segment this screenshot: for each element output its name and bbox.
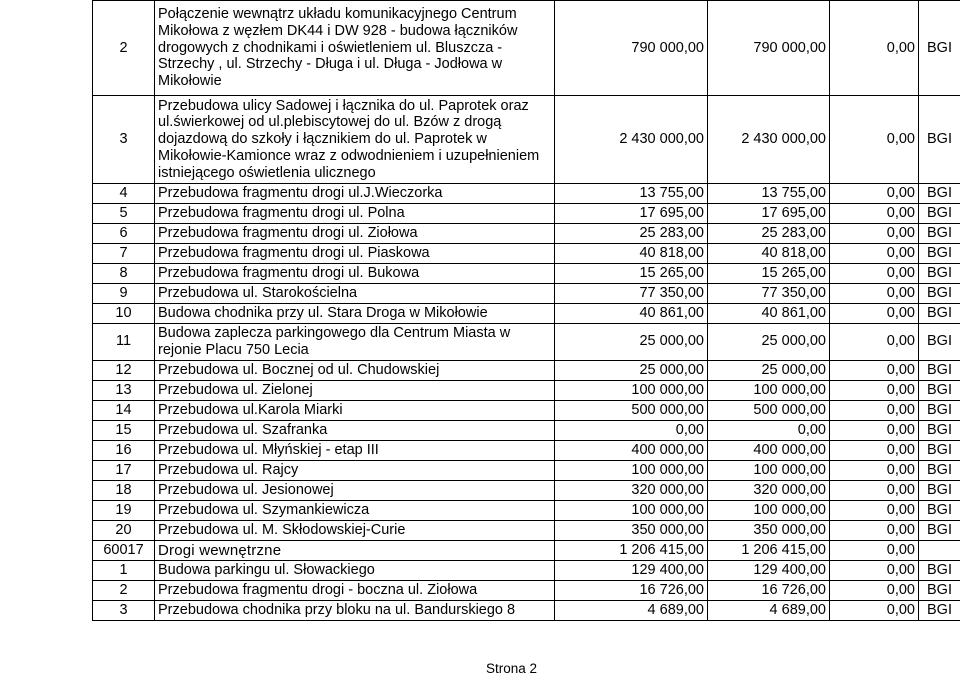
amount-cell: 16 726,00: [708, 580, 830, 600]
table-row: [93, 204, 960, 224]
amount-cell: 350 000,00: [555, 520, 708, 540]
unit-code-cell: BGI: [919, 204, 960, 224]
task-name-cell: Przebudowa ul. Rajcy: [155, 460, 555, 480]
row-number-cell: 3: [93, 600, 155, 620]
amount-cell: 40 818,00: [708, 244, 830, 264]
table-row: [93, 244, 960, 264]
row-number-cell: 16: [93, 440, 155, 460]
amount-cell: 4 689,00: [555, 600, 708, 620]
table-row: [93, 400, 960, 420]
table-row: [93, 284, 960, 304]
amount-cell: 500 000,00: [555, 400, 708, 420]
amount-cell: 320 000,00: [555, 480, 708, 500]
amount-cell: 100 000,00: [708, 380, 830, 400]
table-row: [93, 580, 960, 600]
row-number-cell: 9: [93, 284, 155, 304]
row-number-cell: 1: [93, 560, 155, 580]
unit-code-cell: BGI: [919, 480, 960, 500]
row-number-cell: 11: [93, 324, 155, 361]
unit-code-cell: BGI: [919, 1, 960, 96]
task-name-cell: Przebudowa ulicy Sadowej i łącznika do ul. Paprotek oraz ul.świerkowej od ul.plebiscytowej do ul. Bzów z drogą dojazdową do szkoły i łącznikiem do ul. Paprotek w Mikołowie-Kamionce wraz z odwodnieniem i uzupełnieniem istniejącego oświetlenia ulicznego: [155, 96, 555, 184]
task-name-cell: Przebudowa fragmentu drogi ul. Bukowa: [155, 264, 555, 284]
task-name-cell: Przebudowa ul. Bocznej od ul. Chudowskiej: [155, 360, 555, 380]
unit-code-cell: BGI: [919, 360, 960, 380]
amount-cell: 0,00: [830, 204, 919, 224]
amount-cell: 129 400,00: [708, 560, 830, 580]
row-number-cell: 15: [93, 420, 155, 440]
row-number-cell: 6: [93, 224, 155, 244]
unit-code-cell: BGI: [919, 500, 960, 520]
amount-cell: 0,00: [830, 264, 919, 284]
unit-code-cell: BGI: [919, 304, 960, 324]
row-number-cell: 3: [93, 96, 155, 184]
table-row: [93, 380, 960, 400]
task-name-cell: Połączenie wewnątrz układu komunikacyjnego Centrum Mikołowa z węzłem DK44 i DW 928 - budowa łączników drogowych z chodnikami i oświetleniem ul. Bluszcza - Strzechy , ul. Strzechy - Długa i ul. Długa - Jodłowa w Mikołowie: [155, 1, 555, 96]
amount-cell: 0,00: [830, 284, 919, 304]
task-name-cell: Przebudowa ul. Jesionowej: [155, 480, 555, 500]
row-number-cell: 17: [93, 460, 155, 480]
task-name-cell: Przebudowa fragmentu drogi ul.J.Wieczorka: [155, 184, 555, 204]
amount-cell: 77 350,00: [555, 284, 708, 304]
amount-cell: 0,00: [830, 500, 919, 520]
amount-cell: 25 000,00: [555, 324, 708, 361]
unit-code-cell: BGI: [919, 224, 960, 244]
amount-cell: 0,00: [830, 380, 919, 400]
budget-table: [92, 0, 960, 621]
table-row: [93, 500, 960, 520]
amount-cell: 0,00: [830, 580, 919, 600]
task-name-cell: Budowa zaplecza parkingowego dla Centrum Miasta w rejonie Placu 750 Lecia: [155, 324, 555, 361]
amount-cell: 1 206 415,00: [708, 540, 830, 560]
unit-code-cell: BGI: [919, 580, 960, 600]
unit-code-cell: BGI: [919, 324, 960, 361]
table-row: [93, 1, 960, 96]
row-number-cell: 8: [93, 264, 155, 284]
amount-cell: 25 000,00: [555, 360, 708, 380]
unit-code-cell: BGI: [919, 264, 960, 284]
amount-cell: 13 755,00: [708, 184, 830, 204]
amount-cell: 25 283,00: [555, 224, 708, 244]
unit-code-cell: BGI: [919, 244, 960, 264]
task-name-cell: Przebudowa ul. Starokościelna: [155, 284, 555, 304]
task-name-cell: Przebudowa fragmentu drogi ul. Polna: [155, 204, 555, 224]
row-number-cell: 19: [93, 500, 155, 520]
unit-code-cell: BGI: [919, 440, 960, 460]
unit-code-cell: BGI: [919, 460, 960, 480]
amount-cell: 0,00: [830, 184, 919, 204]
row-number-cell: 2: [93, 1, 155, 96]
amount-cell: 17 695,00: [555, 204, 708, 224]
unit-code-cell: BGI: [919, 184, 960, 204]
amount-cell: 100 000,00: [708, 460, 830, 480]
budget-table-body: [93, 1, 960, 621]
row-number-cell: 5: [93, 204, 155, 224]
row-number-cell: 10: [93, 304, 155, 324]
amount-cell: 0,00: [830, 96, 919, 184]
table-row: [93, 600, 960, 620]
amount-cell: 40 818,00: [555, 244, 708, 264]
table-row: [93, 96, 960, 184]
table-row: [93, 560, 960, 580]
amount-cell: 790 000,00: [555, 1, 708, 96]
amount-cell: 1 206 415,00: [555, 540, 708, 560]
amount-cell: 0,00: [830, 560, 919, 580]
amount-cell: 100 000,00: [555, 380, 708, 400]
amount-cell: 0,00: [830, 480, 919, 500]
amount-cell: 100 000,00: [708, 500, 830, 520]
row-number-cell: 12: [93, 360, 155, 380]
table-row: [93, 480, 960, 500]
amount-cell: 25 283,00: [708, 224, 830, 244]
amount-cell: 129 400,00: [555, 560, 708, 580]
task-name-cell: Przebudowa fragmentu drogi ul. Piaskowa: [155, 244, 555, 264]
amount-cell: 0,00: [830, 224, 919, 244]
table-row: [93, 264, 960, 284]
unit-code-cell: BGI: [919, 284, 960, 304]
table-row: [93, 224, 960, 244]
unit-code-cell: BGI: [919, 96, 960, 184]
amount-cell: 4 689,00: [708, 600, 830, 620]
amount-cell: 40 861,00: [708, 304, 830, 324]
unit-code-cell: BGI: [919, 520, 960, 540]
table-row: [93, 184, 960, 204]
unit-code-cell: BGI: [919, 560, 960, 580]
task-name-cell: Przebudowa ul. Szymankiewicza: [155, 500, 555, 520]
amount-cell: 40 861,00: [555, 304, 708, 324]
task-name-cell: Budowa chodnika przy ul. Stara Droga w Mikołowie: [155, 304, 555, 324]
unit-code-cell: BGI: [919, 400, 960, 420]
amount-cell: 100 000,00: [555, 460, 708, 480]
row-number-cell: 2: [93, 580, 155, 600]
amount-cell: 100 000,00: [555, 500, 708, 520]
task-name-cell: Przebudowa chodnika przy bloku na ul. Bandurskiego 8: [155, 600, 555, 620]
row-number-cell: 14: [93, 400, 155, 420]
task-name-cell: Przebudowa ul.Karola Miarki: [155, 400, 555, 420]
task-name-cell: Przebudowa fragmentu drogi - boczna ul. Ziołowa: [155, 580, 555, 600]
task-name-cell: Przebudowa ul. Zielonej: [155, 380, 555, 400]
amount-cell: 350 000,00: [708, 520, 830, 540]
table-row: [93, 440, 960, 460]
table-row: [93, 420, 960, 440]
task-name-cell: Przebudowa ul. Szafranka: [155, 420, 555, 440]
amount-cell: 0,00: [830, 540, 919, 560]
amount-cell: 17 695,00: [708, 204, 830, 224]
amount-cell: 0,00: [830, 420, 919, 440]
amount-cell: 0,00: [830, 244, 919, 264]
unit-code-cell: BGI: [919, 420, 960, 440]
task-name-cell: Budowa parkingu ul. Słowackiego: [155, 560, 555, 580]
amount-cell: 77 350,00: [708, 284, 830, 304]
amount-cell: 15 265,00: [555, 264, 708, 284]
unit-code-cell: [919, 540, 960, 560]
amount-cell: 320 000,00: [708, 480, 830, 500]
row-number-cell: 7: [93, 244, 155, 264]
table-row: [93, 304, 960, 324]
row-number-cell: 4: [93, 184, 155, 204]
table-row: [93, 460, 960, 480]
task-name-cell: Przebudowa ul. Młyńskiej - etap III: [155, 440, 555, 460]
table-row: [93, 360, 960, 380]
section-row: [93, 540, 960, 560]
task-name-cell: Drogi wewnętrzne: [155, 540, 555, 560]
amount-cell: 0,00: [830, 360, 919, 380]
row-number-cell: 60017: [93, 540, 155, 560]
amount-cell: 13 755,00: [555, 184, 708, 204]
amount-cell: 2 430 000,00: [555, 96, 708, 184]
page-number: Strona 2: [486, 661, 538, 676]
unit-code-cell: BGI: [919, 380, 960, 400]
amount-cell: 0,00: [830, 440, 919, 460]
amount-cell: 25 000,00: [708, 324, 830, 361]
amount-cell: 0,00: [830, 520, 919, 540]
amount-cell: 25 000,00: [708, 360, 830, 380]
amount-cell: 400 000,00: [708, 440, 830, 460]
row-number-cell: 20: [93, 520, 155, 540]
amount-cell: 0,00: [830, 400, 919, 420]
table-row: [93, 520, 960, 540]
amount-cell: 0,00: [708, 420, 830, 440]
amount-cell: 0,00: [830, 600, 919, 620]
task-name-cell: Przebudowa fragmentu drogi ul. Ziołowa: [155, 224, 555, 244]
task-name-cell: Przebudowa ul. M. Skłodowskiej-Curie: [155, 520, 555, 540]
unit-code-cell: BGI: [919, 600, 960, 620]
amount-cell: 2 430 000,00: [708, 96, 830, 184]
amount-cell: 0,00: [830, 324, 919, 361]
amount-cell: 0,00: [830, 304, 919, 324]
amount-cell: 0,00: [830, 460, 919, 480]
amount-cell: 500 000,00: [708, 400, 830, 420]
amount-cell: 15 265,00: [708, 264, 830, 284]
row-number-cell: 13: [93, 380, 155, 400]
row-number-cell: 18: [93, 480, 155, 500]
amount-cell: 0,00: [555, 420, 708, 440]
amount-cell: 400 000,00: [555, 440, 708, 460]
amount-cell: 790 000,00: [708, 1, 830, 96]
amount-cell: 16 726,00: [555, 580, 708, 600]
amount-cell: 0,00: [830, 1, 919, 96]
table-row: [93, 324, 960, 361]
